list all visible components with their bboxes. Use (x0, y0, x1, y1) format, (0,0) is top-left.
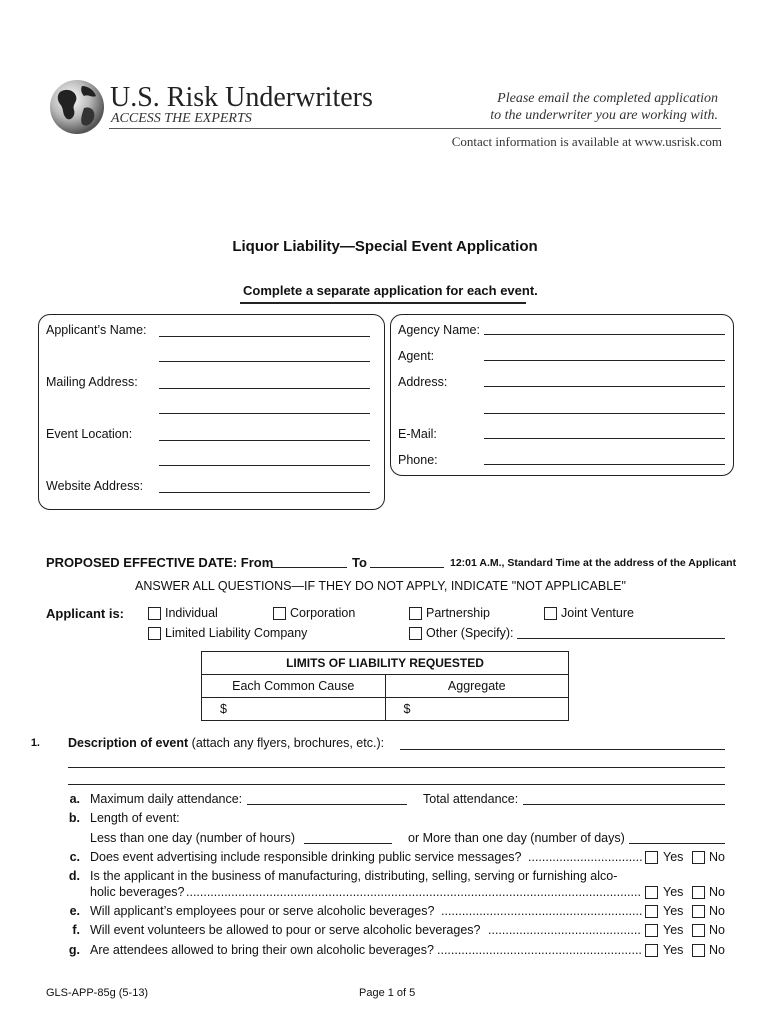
email-field[interactable] (484, 438, 725, 439)
company-tagline: ACCESS THE EXPERTS (111, 111, 252, 126)
days-field[interactable] (629, 843, 725, 844)
event-location-label: Event Location: (46, 427, 133, 441)
agent-field[interactable] (484, 360, 725, 361)
llc-checkbox[interactable] (148, 627, 161, 640)
mailing-address-field-2[interactable] (159, 413, 370, 414)
qf-no-checkbox[interactable] (692, 924, 705, 937)
website-field[interactable] (159, 492, 370, 493)
qb-letter: b. (68, 811, 80, 825)
qe-no-checkbox[interactable] (692, 905, 705, 918)
q1-field-2[interactable] (68, 767, 725, 768)
individual-label: Individual (165, 606, 218, 620)
email-note-line1: Please email the completed application (497, 91, 718, 106)
qb-label: Length of event: (90, 811, 180, 825)
q1-number: 1. (30, 737, 40, 749)
q1-bold-text: Description of event (68, 736, 189, 750)
qg-leader (437, 943, 642, 957)
qa-letter: a. (69, 792, 80, 806)
phone-label: Phone: (398, 453, 438, 467)
qc-yes-checkbox[interactable] (645, 851, 658, 864)
aggregate-header: Aggregate (385, 675, 569, 698)
qd-no-checkbox[interactable] (692, 886, 705, 899)
qc-text: Does event advertising include responsible drinking public service messages? (90, 850, 522, 864)
total-attendance-label: Total attendance: (423, 792, 519, 806)
qe-leader (441, 904, 642, 918)
applicant-name-label: Applicant’s Name: (46, 323, 147, 337)
effective-date-from-label: PROPOSED EFFECTIVE DATE: From (46, 555, 274, 570)
corporation-checkbox[interactable] (273, 607, 286, 620)
less-than-one-day-label: Less than one day (number of hours) (90, 831, 295, 845)
qd-leader (186, 885, 642, 899)
other-specify-field[interactable] (517, 638, 725, 639)
qf-yes-label: Yes (663, 923, 684, 937)
qg-no-label: No (709, 943, 725, 957)
max-daily-attendance-field[interactable] (247, 804, 407, 805)
page-number: Page 1 of 5 (359, 987, 416, 999)
total-attendance-field[interactable] (523, 804, 725, 805)
joint-venture-label: Joint Venture (561, 606, 634, 620)
effective-date-to-label: To (352, 555, 367, 570)
q1-field-3[interactable] (68, 784, 725, 785)
qe-text: Will applicant’s employees pour or serve alcoholic beverages? (90, 904, 435, 918)
agency-box (390, 314, 734, 476)
form-title: Liquor Liability—Special Event Application (232, 238, 538, 255)
applicant-name-field[interactable] (159, 336, 370, 337)
effective-time-note: 12:01 A.M., Standard Time at the address of the Applicant (450, 557, 737, 569)
qe-yes-checkbox[interactable] (645, 905, 658, 918)
partnership-label: Partnership (426, 606, 490, 620)
qe-letter: e. (69, 904, 80, 918)
contact-info: Contact information is available at www.usrisk.com (451, 134, 722, 149)
answer-all-notice: ANSWER ALL QUESTIONS—IF THEY DO NOT APPLY, INDICATE "NOT APPLICABLE" (135, 579, 626, 593)
qf-letter: f. (72, 923, 80, 937)
email-label: E-Mail: (398, 427, 437, 441)
mailing-address-field[interactable] (159, 388, 370, 389)
website-label: Website Address: (46, 479, 144, 493)
partnership-checkbox[interactable] (409, 607, 422, 620)
address-field-2[interactable] (484, 413, 725, 414)
effective-date-from-field[interactable] (271, 567, 347, 568)
aggregate-amount[interactable] (385, 698, 569, 721)
qd-no-label: No (709, 885, 725, 899)
qd-letter: d. (68, 869, 80, 883)
q1-text (68, 736, 384, 750)
limits-table-title: LIMITS OF LIABILITY REQUESTED (202, 652, 569, 675)
event-location-field-2[interactable] (159, 465, 370, 466)
each-common-cause-amount[interactable] (202, 698, 386, 721)
qd-text-line1: Is the applicant in the business of manufacturing, distributing, selling, serving or furnishing alco- (90, 869, 618, 883)
event-location-field[interactable] (159, 440, 370, 441)
phone-field[interactable] (484, 464, 725, 465)
qc-no-label: No (709, 850, 725, 864)
form-code: GLS-APP-85g (5-13) (46, 987, 149, 999)
other-label: Other (Specify): (426, 626, 514, 640)
currency-symbol: $ (220, 702, 227, 716)
qc-no-checkbox[interactable] (692, 851, 705, 864)
qc-letter: c. (69, 850, 80, 864)
limits-table (201, 651, 569, 721)
qg-letter: g. (68, 943, 80, 957)
email-note-line2: to the underwriter you are working with. (490, 108, 718, 123)
qa-label: Maximum daily attendance: (90, 792, 243, 806)
qe-yes-label: Yes (663, 904, 684, 918)
qf-yes-checkbox[interactable] (645, 924, 658, 937)
qd-yes-label: Yes (663, 885, 684, 899)
each-common-cause-header: Each Common Cause (202, 675, 386, 698)
qc-yes-label: Yes (663, 850, 684, 864)
effective-date-to-field[interactable] (370, 567, 444, 568)
qf-leader (488, 923, 642, 937)
applicant-is-label: Applicant is: (46, 606, 125, 621)
qg-text: Are attendees allowed to bring their own alcoholic beverages? (90, 943, 434, 957)
qd-yes-checkbox[interactable] (645, 886, 658, 899)
individual-checkbox[interactable] (148, 607, 161, 620)
agency-name-field[interactable] (484, 334, 725, 335)
qf-text: Will event volunteers be allowed to pour or serve alcoholic beverages? (90, 923, 481, 937)
applicant-name-field-2[interactable] (159, 361, 370, 362)
qf-no-label: No (709, 923, 725, 937)
qd-text-line2: holic beverages? (90, 885, 185, 899)
agency-name-label: Agency Name: (398, 323, 480, 337)
qg-yes-checkbox[interactable] (645, 944, 658, 957)
q1-field-1[interactable] (400, 749, 725, 750)
currency-symbol: $ (403, 702, 411, 716)
qg-yes-label: Yes (663, 943, 684, 957)
llc-label: Limited Liability Company (165, 626, 308, 640)
hours-field[interactable] (304, 843, 392, 844)
corporation-label: Corporation (290, 606, 356, 620)
qe-no-label: No (709, 904, 725, 918)
address-field[interactable] (484, 386, 725, 387)
joint-venture-checkbox[interactable] (544, 607, 557, 620)
address-label: Address: (398, 375, 448, 389)
company-name: U.S. Risk Underwriters (110, 82, 373, 113)
globe-logo-icon (48, 78, 106, 136)
form-subtitle: Complete a separate application for each event. (243, 283, 538, 298)
qg-no-checkbox[interactable] (692, 944, 705, 957)
qc-leader (528, 850, 642, 864)
mailing-address-label: Mailing Address: (46, 375, 138, 389)
agent-label: Agent: (398, 349, 435, 363)
q1-rest-text: (attach any flyers, brochures, etc.): (191, 736, 385, 750)
subtitle-rule (240, 302, 526, 304)
header-rule (109, 128, 721, 129)
other-checkbox[interactable] (409, 627, 422, 640)
more-than-one-day-label: or More than one day (number of days) (408, 831, 625, 845)
